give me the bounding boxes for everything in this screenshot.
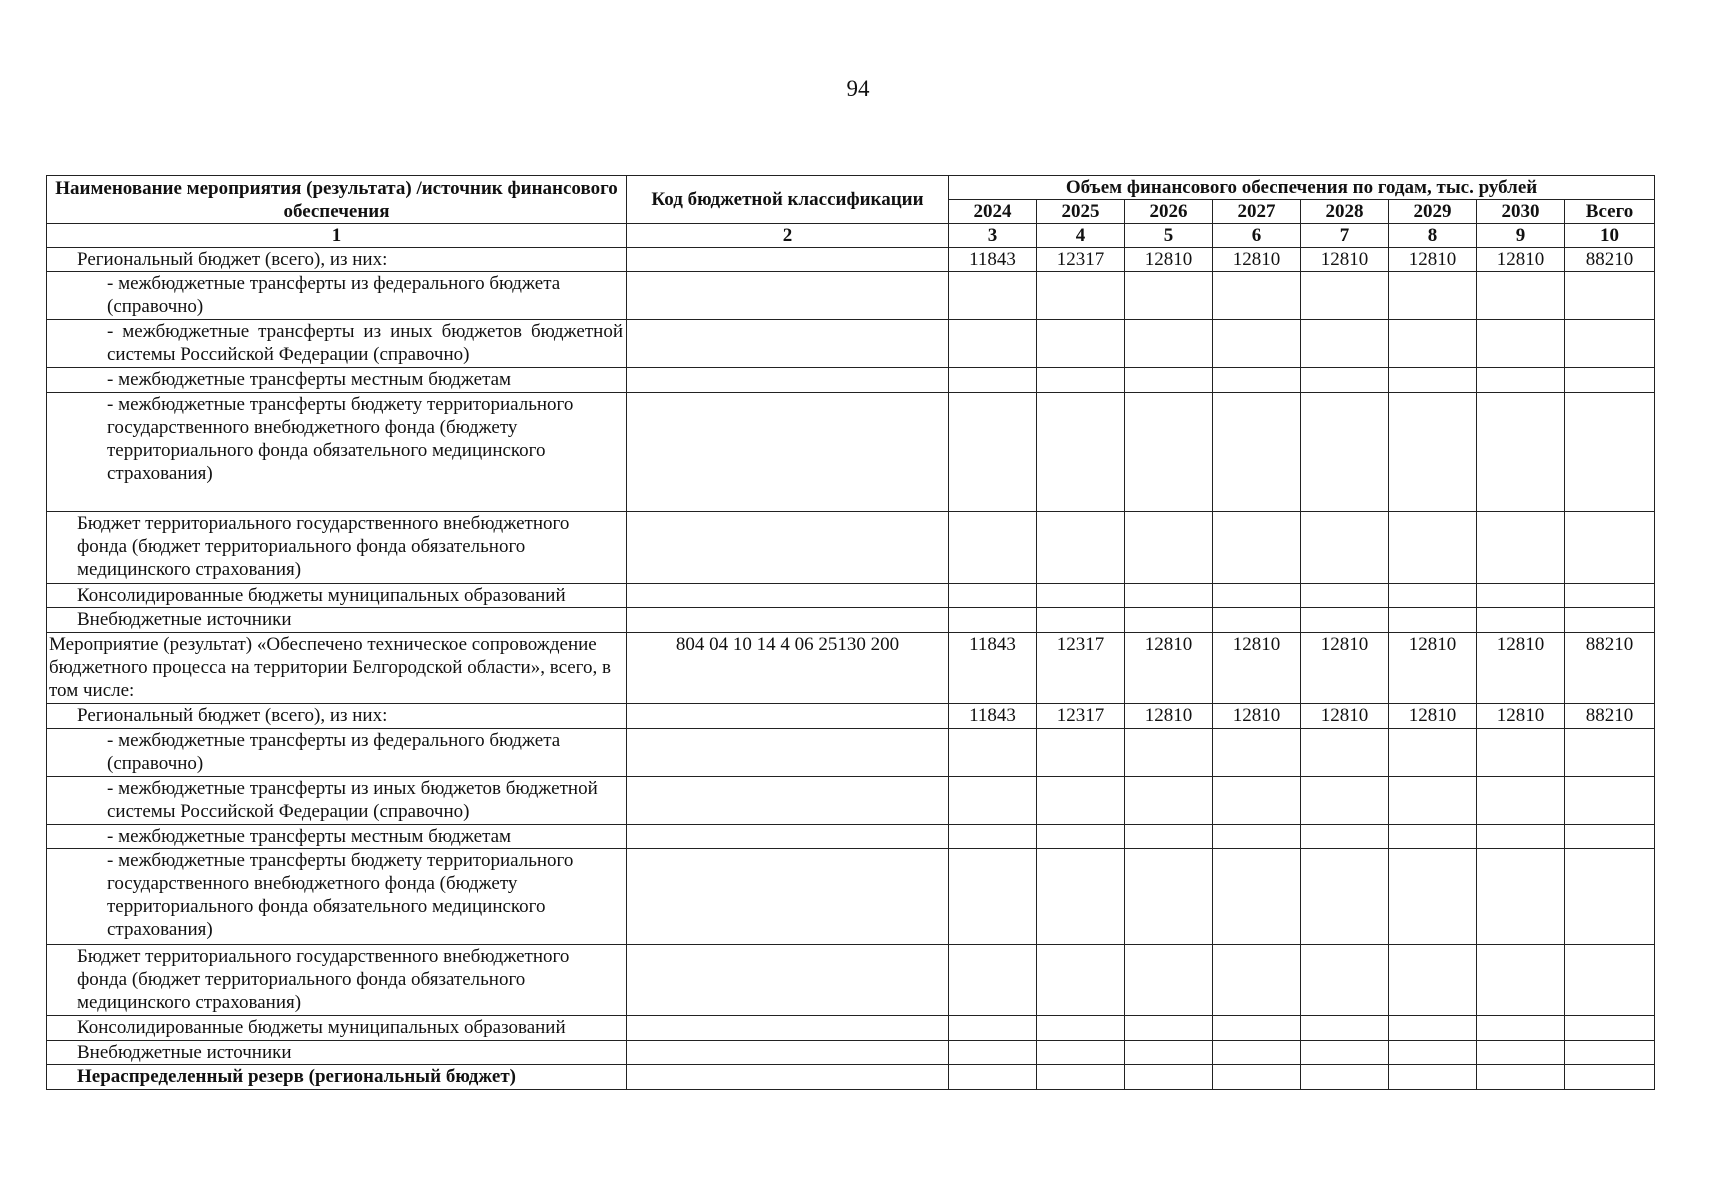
- header-total: Всего: [1565, 200, 1655, 224]
- row-total: [1565, 368, 1655, 392]
- row-name: Бюджет территориального государственного внебюджетного фонда (бюджет территориального фонда обязательного медицинского страхования): [47, 512, 627, 583]
- row-value: [1037, 583, 1125, 607]
- row-value: [1477, 1016, 1565, 1040]
- row-code: [627, 1040, 949, 1064]
- row-value: [1213, 824, 1301, 848]
- row-value: [1301, 608, 1389, 632]
- row-value: [1389, 608, 1477, 632]
- row-value: [1125, 728, 1213, 776]
- row-value: [1389, 824, 1477, 848]
- row-name: Бюджет территориального государственного внебюджетного фонда (бюджет территориального фонда обязательного медицинского страхования): [47, 944, 627, 1015]
- row-value: 12810: [1477, 632, 1565, 703]
- header-year: 2026: [1125, 200, 1213, 224]
- row-value: [949, 776, 1037, 824]
- table-row: [47, 824, 1655, 848]
- row-name: - межбюджетные трансферты бюджету территориального государственного внебюджетного фонда (бюджету территориального фонда обязательного медицинского страхования): [47, 849, 627, 945]
- row-name: Внебюджетные источники: [47, 1040, 627, 1064]
- row-value: 12810: [1389, 632, 1477, 703]
- row-value: 12810: [1125, 632, 1213, 703]
- row-value: [1213, 1016, 1301, 1040]
- row-value: [949, 320, 1037, 368]
- financing-table: [46, 175, 1655, 1090]
- row-value: [1389, 1065, 1477, 1090]
- row-value: [1389, 776, 1477, 824]
- table-row: [47, 1040, 1655, 1064]
- row-value: [1477, 368, 1565, 392]
- row-value: 12810: [1301, 704, 1389, 728]
- row-value: [1301, 368, 1389, 392]
- column-number: 3: [949, 224, 1037, 248]
- row-total: [1565, 608, 1655, 632]
- row-name: - межбюджетные трансферты местным бюджетам: [47, 824, 627, 848]
- row-value: 11843: [949, 632, 1037, 703]
- table-row: [47, 392, 1655, 511]
- row-value: [1037, 824, 1125, 848]
- table-row: [47, 248, 1655, 272]
- table-row: [47, 272, 1655, 320]
- row-value: [1213, 320, 1301, 368]
- table-row: [47, 632, 1655, 703]
- row-value: [1125, 608, 1213, 632]
- row-value: [1213, 1040, 1301, 1064]
- row-value: [949, 368, 1037, 392]
- row-value: 12810: [1213, 632, 1301, 703]
- row-value: 11843: [949, 248, 1037, 272]
- table-body: [47, 248, 1655, 1090]
- table-row: [47, 728, 1655, 776]
- row-value: [1037, 1040, 1125, 1064]
- row-value: [1037, 728, 1125, 776]
- row-value: [949, 608, 1037, 632]
- row-name: - межбюджетные трансферты из иных бюджетов бюджетной системы Российской Федерации (справочно): [47, 776, 627, 824]
- row-value: [1213, 608, 1301, 632]
- row-value: [1389, 272, 1477, 320]
- row-code: [627, 776, 949, 824]
- row-value: [1037, 392, 1125, 511]
- row-value: [1037, 849, 1125, 945]
- row-value: [1477, 392, 1565, 511]
- row-value: [1037, 1016, 1125, 1040]
- row-value: [1301, 944, 1389, 1015]
- row-value: [1301, 320, 1389, 368]
- row-value: [1301, 512, 1389, 583]
- row-name: Внебюджетные источники: [47, 608, 627, 632]
- header-volume: Объем финансового обеспечения по годам, тыс. рублей: [949, 176, 1655, 200]
- row-total: [1565, 824, 1655, 848]
- row-value: 12317: [1037, 248, 1125, 272]
- row-value: [1213, 272, 1301, 320]
- row-value: [1389, 320, 1477, 368]
- row-value: [949, 824, 1037, 848]
- row-code: [627, 368, 949, 392]
- row-total: [1565, 512, 1655, 583]
- row-code: [627, 583, 949, 607]
- row-value: 12317: [1037, 704, 1125, 728]
- row-value: [1037, 320, 1125, 368]
- row-code: [627, 1016, 949, 1040]
- row-value: [1037, 368, 1125, 392]
- row-value: [1213, 368, 1301, 392]
- row-name: Консолидированные бюджеты муниципальных образований: [47, 583, 627, 607]
- header-year: 2027: [1213, 200, 1301, 224]
- row-value: 12810: [1301, 248, 1389, 272]
- row-value: [1213, 776, 1301, 824]
- row-value: [1125, 944, 1213, 1015]
- row-value: 12810: [1125, 248, 1213, 272]
- row-value: [1125, 583, 1213, 607]
- row-name: - межбюджетные трансферты из иных бюджетов бюджетной системы Российской Федерации (справочно): [47, 320, 627, 368]
- row-value: 12810: [1477, 704, 1565, 728]
- table-row: [47, 1065, 1655, 1090]
- row-value: 12317: [1037, 632, 1125, 703]
- table-row: [47, 512, 1655, 583]
- row-code: [627, 704, 949, 728]
- row-value: [1213, 1065, 1301, 1090]
- row-value: [1301, 849, 1389, 945]
- row-value: [1477, 728, 1565, 776]
- row-value: [1389, 1016, 1477, 1040]
- row-value: [1477, 1040, 1565, 1064]
- row-total: [1565, 1065, 1655, 1090]
- row-total: [1565, 944, 1655, 1015]
- row-total: [1565, 272, 1655, 320]
- row-code: [627, 728, 949, 776]
- row-value: [949, 1040, 1037, 1064]
- row-value: [949, 1016, 1037, 1040]
- row-value: [949, 512, 1037, 583]
- row-value: 12810: [1301, 632, 1389, 703]
- row-value: [1125, 320, 1213, 368]
- row-value: [1477, 608, 1565, 632]
- column-number: 4: [1037, 224, 1125, 248]
- table-row: [47, 320, 1655, 368]
- row-name: Мероприятие (результат) «Обеспечено техническое сопровождение бюджетного процесса на территории Белгородской области», всего, в том числе:: [47, 632, 627, 703]
- row-value: 12810: [1213, 704, 1301, 728]
- row-value: [1037, 272, 1125, 320]
- row-value: [1301, 1040, 1389, 1064]
- row-value: [1213, 849, 1301, 945]
- row-value: [1213, 944, 1301, 1015]
- row-value: [949, 849, 1037, 945]
- header-year: 2030: [1477, 200, 1565, 224]
- row-value: [1301, 1016, 1389, 1040]
- row-value: [949, 272, 1037, 320]
- row-value: 12810: [1389, 704, 1477, 728]
- table-row: [47, 944, 1655, 1015]
- row-value: [1037, 776, 1125, 824]
- row-value: [1301, 272, 1389, 320]
- column-number: 10: [1565, 224, 1655, 248]
- row-name: Региональный бюджет (всего), из них:: [47, 248, 627, 272]
- row-value: [1301, 728, 1389, 776]
- row-name: - межбюджетные трансферты бюджету территориального государственного внебюджетного фонда (бюджету территориального фонда обязательного медицинского страхования): [47, 392, 627, 511]
- row-name: - межбюджетные трансферты из федерального бюджета (справочно): [47, 728, 627, 776]
- row-value: 11843: [949, 704, 1037, 728]
- row-value: [1125, 392, 1213, 511]
- row-value: [1477, 776, 1565, 824]
- row-value: [949, 1065, 1037, 1090]
- row-code: [627, 849, 949, 945]
- row-value: [1213, 583, 1301, 607]
- row-value: [1125, 512, 1213, 583]
- row-value: [949, 944, 1037, 1015]
- row-value: [1477, 583, 1565, 607]
- row-name: - межбюджетные трансферты из федерального бюджета (справочно): [47, 272, 627, 320]
- row-code: [627, 944, 949, 1015]
- row-name: Региональный бюджет (всего), из них:: [47, 704, 627, 728]
- column-number: 6: [1213, 224, 1301, 248]
- row-total: [1565, 583, 1655, 607]
- row-value: [1301, 583, 1389, 607]
- row-value: [1301, 776, 1389, 824]
- row-value: [949, 583, 1037, 607]
- column-number: 1: [47, 224, 627, 248]
- row-value: [1301, 1065, 1389, 1090]
- table-row: [47, 776, 1655, 824]
- row-code: [627, 512, 949, 583]
- row-value: [1477, 1065, 1565, 1090]
- row-value: [1477, 849, 1565, 945]
- row-value: [1125, 1016, 1213, 1040]
- row-name: - межбюджетные трансферты местным бюджетам: [47, 368, 627, 392]
- header-year: 2028: [1301, 200, 1389, 224]
- row-value: [949, 392, 1037, 511]
- row-value: [1213, 512, 1301, 583]
- column-number: 7: [1301, 224, 1389, 248]
- row-code: [627, 824, 949, 848]
- row-code: [627, 248, 949, 272]
- column-number: 5: [1125, 224, 1213, 248]
- row-value: [1477, 272, 1565, 320]
- row-total: [1565, 1040, 1655, 1064]
- row-value: [1125, 368, 1213, 392]
- table-row: [47, 583, 1655, 607]
- row-value: [1389, 392, 1477, 511]
- header-year: 2024: [949, 200, 1037, 224]
- row-value: [949, 728, 1037, 776]
- row-code: [627, 1065, 949, 1090]
- row-code: 804 04 10 14 4 06 25130 200: [627, 632, 949, 703]
- row-value: 12810: [1389, 248, 1477, 272]
- page-number: 94: [846, 76, 870, 101]
- row-code: [627, 392, 949, 511]
- row-value: [1037, 512, 1125, 583]
- row-value: [1477, 824, 1565, 848]
- row-code: [627, 320, 949, 368]
- row-value: [1301, 392, 1389, 511]
- row-code: [627, 608, 949, 632]
- row-total: [1565, 392, 1655, 511]
- row-value: [1477, 320, 1565, 368]
- row-total: 88210: [1565, 704, 1655, 728]
- row-value: [1301, 824, 1389, 848]
- row-value: [1389, 512, 1477, 583]
- row-value: [1125, 1065, 1213, 1090]
- row-value: [1125, 1040, 1213, 1064]
- header-year: 2025: [1037, 200, 1125, 224]
- row-total: [1565, 320, 1655, 368]
- column-number: 8: [1389, 224, 1477, 248]
- row-value: [1213, 392, 1301, 511]
- table-row: [47, 849, 1655, 945]
- table-row: [47, 1016, 1655, 1040]
- row-total: [1565, 849, 1655, 945]
- column-number: 2: [627, 224, 949, 248]
- table-row: [47, 704, 1655, 728]
- row-code: [627, 272, 949, 320]
- row-value: [1389, 1040, 1477, 1064]
- header-name: Наименование мероприятия (результата) /источник финансового обеспечения: [47, 176, 627, 224]
- row-value: [1037, 944, 1125, 1015]
- row-value: [1389, 728, 1477, 776]
- row-value: [1125, 849, 1213, 945]
- row-value: [1125, 272, 1213, 320]
- row-value: [1389, 583, 1477, 607]
- row-name: Нераспределенный резерв (региональный бюджет): [47, 1065, 627, 1090]
- row-value: [1037, 608, 1125, 632]
- row-total: [1565, 728, 1655, 776]
- row-value: [1477, 944, 1565, 1015]
- row-value: [1389, 944, 1477, 1015]
- row-total: [1565, 1016, 1655, 1040]
- row-value: [1213, 728, 1301, 776]
- row-value: [1125, 824, 1213, 848]
- row-total: 88210: [1565, 248, 1655, 272]
- row-value: [1477, 512, 1565, 583]
- row-value: 12810: [1213, 248, 1301, 272]
- table-row: [47, 608, 1655, 632]
- header-year: 2029: [1389, 200, 1477, 224]
- header-code: Код бюджетной классификации: [627, 176, 949, 224]
- row-total: 88210: [1565, 632, 1655, 703]
- column-number: 9: [1477, 224, 1565, 248]
- row-value: [1125, 776, 1213, 824]
- row-value: [1037, 1065, 1125, 1090]
- row-value: [1389, 368, 1477, 392]
- row-name: Консолидированные бюджеты муниципальных образований: [47, 1016, 627, 1040]
- row-value: 12810: [1125, 704, 1213, 728]
- row-total: [1565, 776, 1655, 824]
- table-row: [47, 368, 1655, 392]
- row-value: 12810: [1477, 248, 1565, 272]
- row-value: [1389, 849, 1477, 945]
